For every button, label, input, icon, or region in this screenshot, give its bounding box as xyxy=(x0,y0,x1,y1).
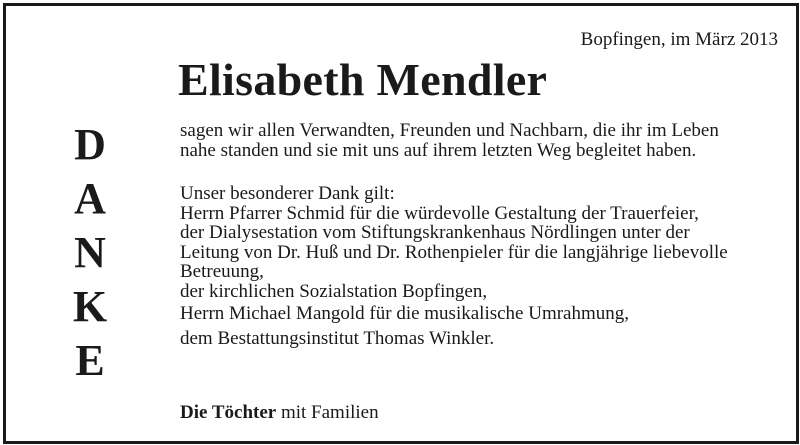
thanks-heading: Unser besonderer Dank gilt: xyxy=(180,183,395,204)
thanks-line: dem Bestattungsinstitut Thomas Winkler. xyxy=(180,327,495,349)
deceased-name: Elisabeth Mendler xyxy=(178,54,548,105)
danke-letter-k: K xyxy=(72,282,108,331)
signature xyxy=(180,402,379,424)
thanks-line: Herrn Pfarrer Schmid für die würdevolle Gestaltung der Trauerfeier, xyxy=(180,202,699,224)
thanks-line: der kirchlichen Sozialstation Bopfingen, xyxy=(180,280,488,302)
intro-line: sagen wir allen Verwandten, Freunden und Nachbarn, die ihr im Leben xyxy=(180,120,719,141)
danke-letter-e: E xyxy=(75,336,105,385)
intro-line: nahe standen und sie mit uns auf ihrem letzten Weg begleitet haben. xyxy=(180,139,697,161)
signature-rest: mit Familien xyxy=(276,402,379,423)
thanks-line: Betreuung, xyxy=(180,261,264,282)
danke-vertical-word xyxy=(68,118,112,388)
place-date: Bopfingen, im März 2013 xyxy=(580,29,778,50)
danke-letter-n: N xyxy=(74,228,106,277)
danke-letter-a: A xyxy=(74,174,106,223)
thanks-line: der Dialysestation vom Stiftungskrankenhaus Nördlingen unter der xyxy=(180,222,690,243)
thanks-paragraph xyxy=(180,184,728,348)
thanks-line: Herrn Michael Mangold für die musikalische Umrahmung, xyxy=(180,303,630,324)
thanks-line: Leitung von Dr. Huß und Dr. Rothenpieler für die langjährige liebevolle xyxy=(180,241,728,263)
signature-bold: Die Töchter xyxy=(180,402,277,423)
danke-letter-d: D xyxy=(74,120,106,169)
intro-paragraph xyxy=(180,121,719,160)
